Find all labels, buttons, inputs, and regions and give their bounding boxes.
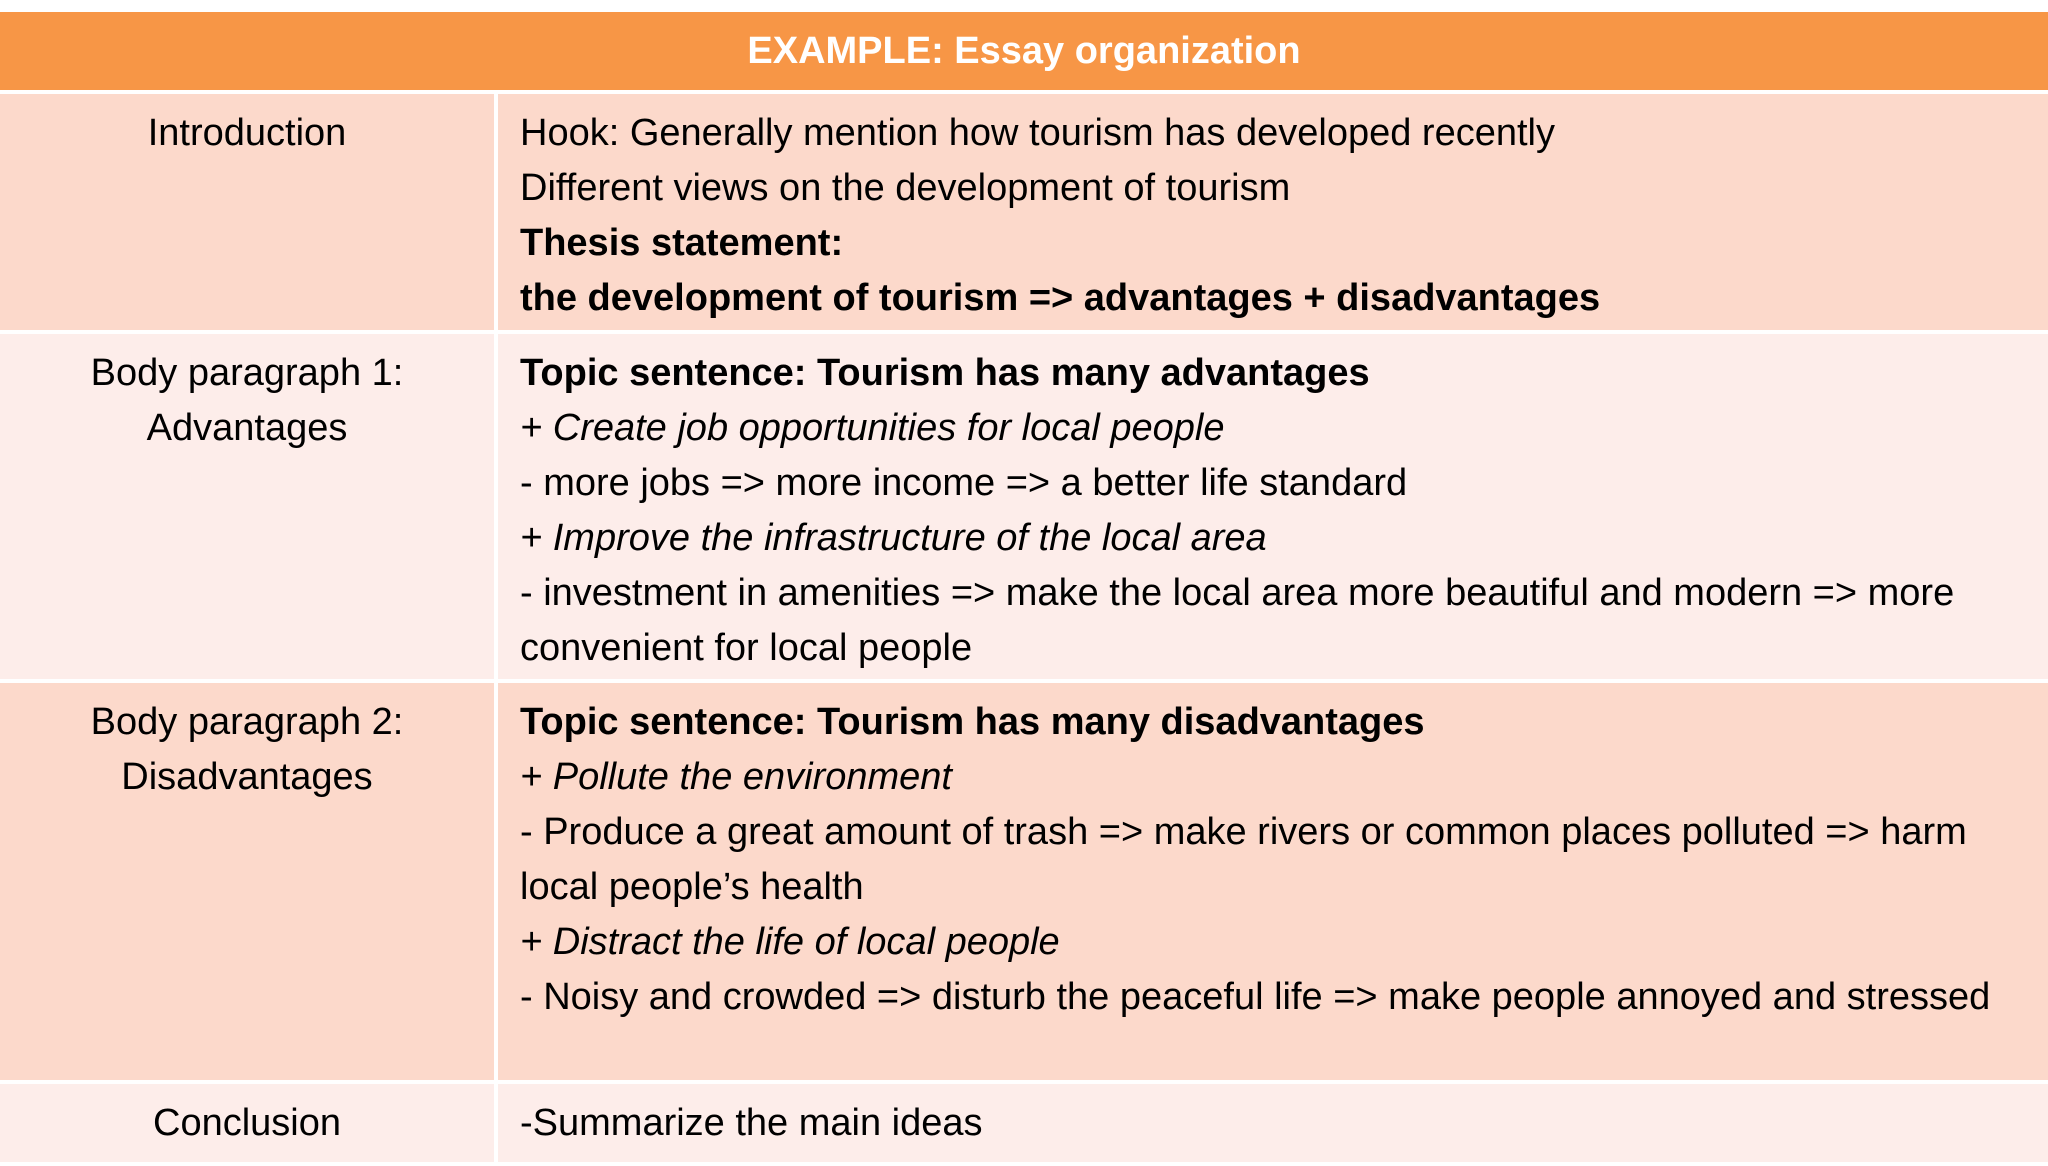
- section-label: [0, 683, 498, 1080]
- section-content: [498, 683, 2048, 1080]
- content-line: + Create job opportunities for local people: [520, 407, 1225, 449]
- content-line: + Improve the infrastructure of the local area: [520, 517, 1267, 559]
- essay-organization-table: [0, 12, 2048, 1166]
- content-line: - Produce a great amount of trash => make rivers or common places polluted => harm local people’s health: [520, 811, 1967, 908]
- content-line: - investment in amenities => make the local area more beautiful and modern => more convenient for local people: [520, 572, 1955, 669]
- table-row-introduction: [0, 94, 2048, 334]
- section-label-line: Disadvantages: [121, 756, 373, 798]
- table-header: EXAMPLE: Essay organization: [0, 12, 2048, 94]
- section-content: [498, 94, 2048, 330]
- section-label-line: Advantages: [146, 407, 348, 449]
- content-line: Different views on the development of tourism: [520, 167, 1291, 209]
- content-line: -Summarize the main ideas: [520, 1102, 983, 1144]
- content-line: + Distract the life of local people: [520, 921, 1060, 963]
- table-row-body-paragraph-2: [0, 683, 2048, 1084]
- content-line: Topic sentence: Tourism has many advantages: [520, 352, 1370, 394]
- section-label: [0, 1084, 498, 1162]
- content-line: the development of tourism => advantages + disadvantages: [520, 277, 1601, 319]
- content-line: Thesis statement:: [520, 222, 844, 264]
- table-row-body-paragraph-1: [0, 334, 2048, 683]
- section-content: [498, 334, 2048, 679]
- section-label: [0, 334, 498, 679]
- content-line: Hook: Generally mention how tourism has developed recently: [520, 112, 1555, 154]
- content-line: Topic sentence: Tourism has many disadvantages: [520, 701, 1425, 743]
- section-label-line: Conclusion: [153, 1102, 341, 1144]
- content-line: - more jobs => more income => a better life standard: [520, 462, 1408, 504]
- section-label-line: Introduction: [147, 112, 347, 154]
- section-label-line: Body paragraph 2:: [90, 701, 404, 743]
- content-line: + Pollute the environment: [520, 756, 952, 798]
- content-line: - Noisy and crowded => disturb the peaceful life => make people annoyed and stressed: [520, 976, 1991, 1018]
- section-label-line: Body paragraph 1:: [90, 352, 404, 394]
- section-label: [0, 94, 498, 330]
- table-row-conclusion: [0, 1084, 2048, 1166]
- section-content: [498, 1084, 2048, 1162]
